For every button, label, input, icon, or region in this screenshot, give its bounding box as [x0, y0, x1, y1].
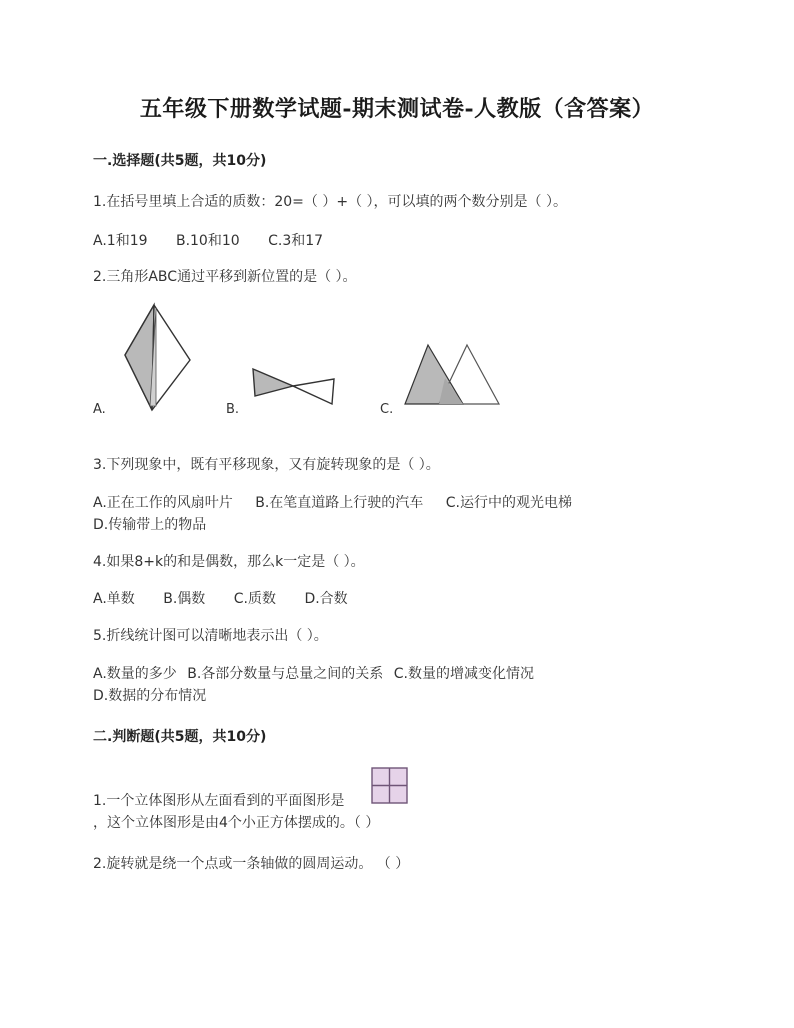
section-heading-choice: 一.选择题(共5题，共10分): [93, 153, 267, 169]
figure-c-label: C.: [380, 402, 394, 417]
judgement-1-stem-part2: ，这个立体图形是由4个小正方体摆成的。（ ）: [93, 815, 380, 831]
option-a: A.1和19: [93, 233, 148, 249]
section-heading-judgement: 二.判断题(共5题，共10分): [93, 729, 267, 745]
option-c: C.数量的增减变化情况: [393, 666, 534, 682]
question-3-options-row2: [93, 514, 206, 534]
option-d: D.合数: [304, 591, 348, 607]
figure-b-label: B.: [226, 402, 240, 417]
figure-b-bowtie: [250, 366, 340, 406]
option-d: D.传输带上的物品: [93, 517, 207, 533]
option-b: B.在笔直道路上行驶的汽车: [255, 495, 424, 511]
option-b: B.10和10: [175, 233, 240, 249]
option-b: B.各部分数量与总量之间的关系: [187, 666, 384, 682]
option-a: A.数量的多少: [93, 666, 177, 682]
option-c: C.3和17: [268, 233, 324, 249]
question-5-stem: 5.折线统计图可以清晰地表示出（ ）。: [93, 628, 328, 644]
question-3-options-row1: [93, 492, 572, 512]
question-4-options: [93, 588, 348, 608]
question-5-options-row1: [93, 663, 534, 683]
judgement-2-stem: 2.旋转就是绕一个点或一条轴做的圆周运动。 （ ）: [93, 856, 410, 872]
option-c: C.运行中的观光电梯: [445, 495, 572, 511]
figure-c-triangles: [403, 342, 503, 406]
option-d: D.数据的分布情况: [93, 688, 207, 704]
figure-a-label: A.: [93, 402, 106, 417]
question-1-options: [93, 230, 323, 250]
question-4-stem: 4.如果8+k的和是偶数，那么k一定是（ ）。: [93, 554, 365, 570]
option-a: A.正在工作的风扇叶片: [93, 495, 233, 511]
figure-a-rhombus: [122, 302, 202, 412]
judgement-1-stem-part1: 1.一个立体图形从左面看到的平面图形是: [93, 793, 345, 809]
left-view-grid-figure: [371, 767, 409, 805]
question-3-stem: 3.下列现象中，既有平移现象，又有旋转现象的是（ ）。: [93, 457, 440, 473]
option-c: C.质数: [233, 591, 276, 607]
question-1-stem: 1.在括号里填上合适的质数：20=（ ）+（ ），可以填的两个数分别是（ ）。: [93, 194, 567, 210]
question-2-stem: 2.三角形ABC通过平移到新位置的是（ ）。: [93, 269, 357, 285]
option-a: A.单数: [93, 591, 135, 607]
page-title: 五年级下册数学试题-期末测试卷-人教版（含答案）: [139, 96, 655, 122]
question-5-options-row2: [93, 685, 206, 705]
option-b: B.偶数: [163, 591, 206, 607]
